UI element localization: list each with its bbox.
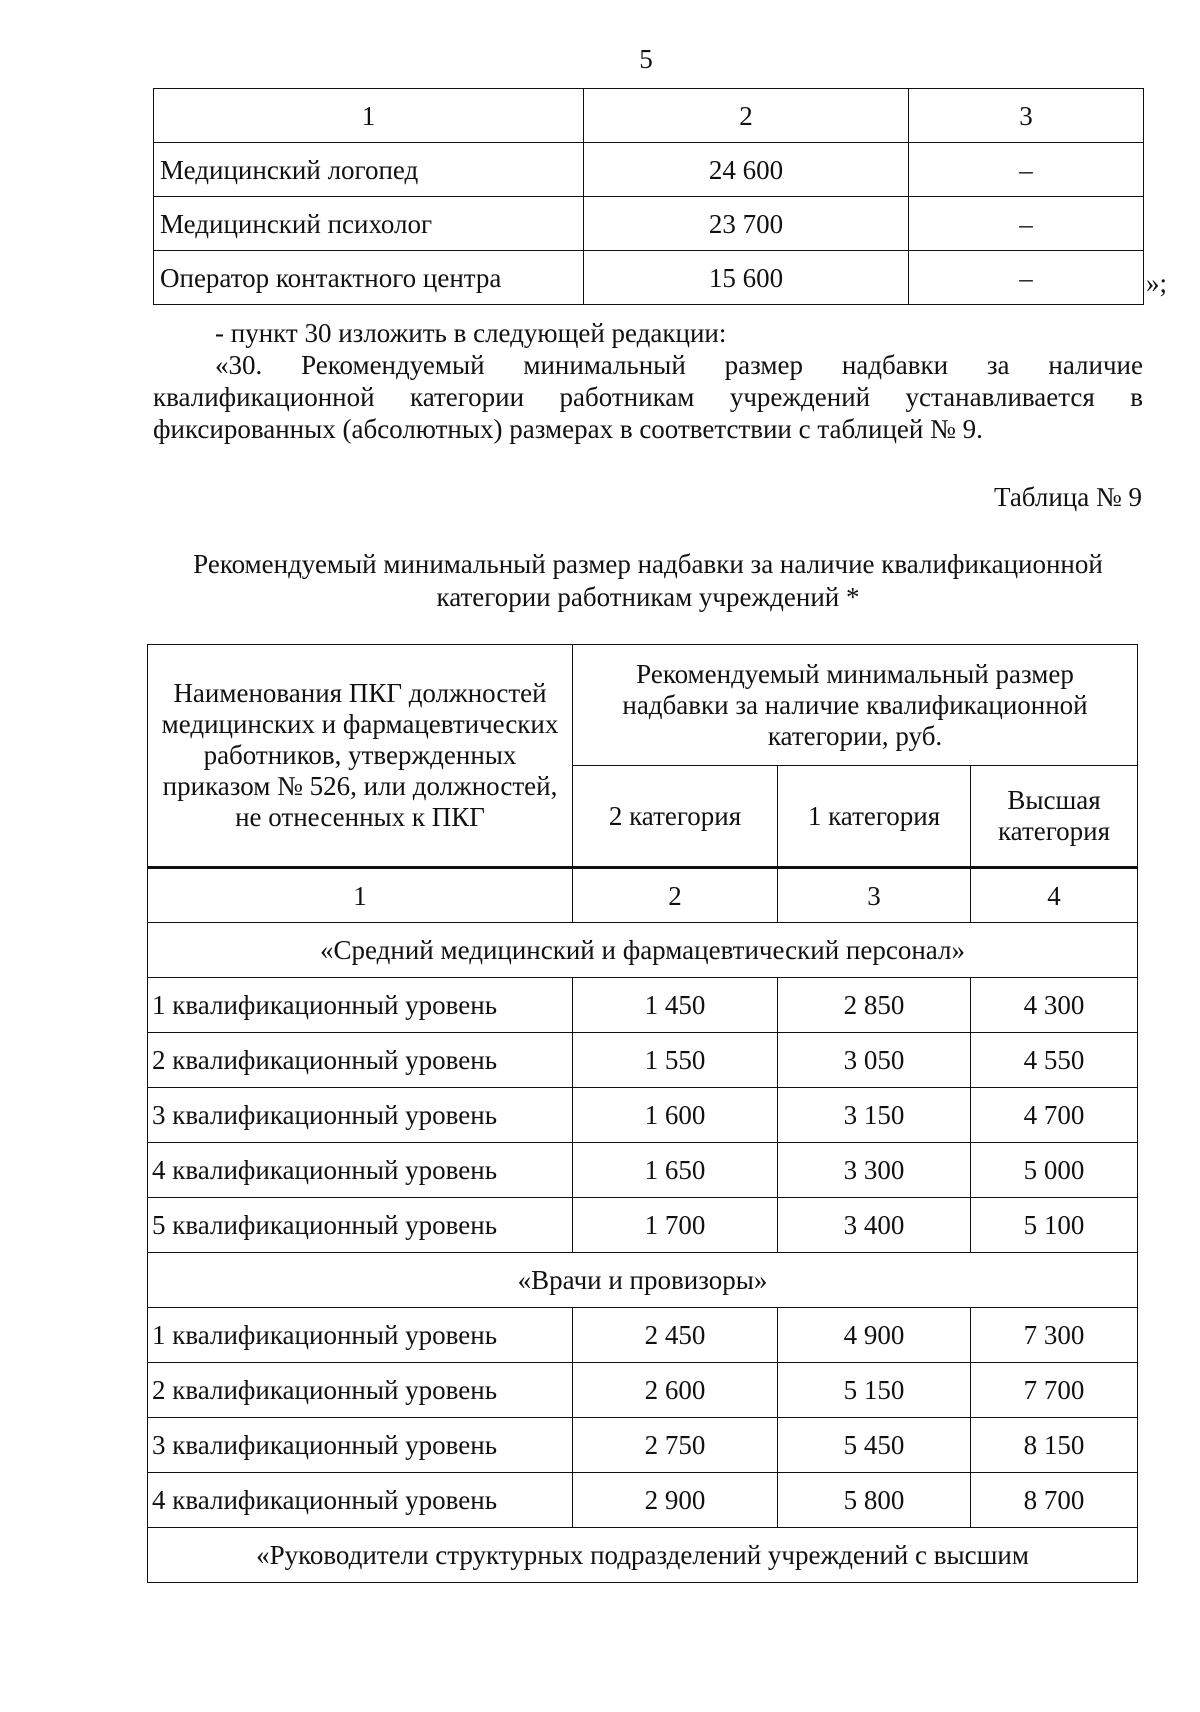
bonus-value: 1 600 (573, 1088, 778, 1143)
table-label: Таблица № 9 (994, 482, 1142, 512)
group-title: «Средний медицинский и фармацевтический персонал» (148, 923, 1138, 978)
bonus-value: 5 450 (778, 1418, 971, 1473)
bonus-value: 4 700 (971, 1088, 1138, 1143)
extra-value: – (909, 197, 1144, 251)
column-number: 3 (778, 868, 971, 923)
table-title-line: категории работникам учреждений * (436, 582, 860, 612)
level-name: 5 квалификационный уровень (148, 1198, 573, 1253)
table-row (148, 978, 1138, 1033)
instruction-text: - пункт 30 изложить в следующей редакции: (215, 318, 727, 348)
table-row (148, 1308, 1138, 1363)
bonus-value: 1 700 (573, 1198, 778, 1253)
bonus-value: 8 150 (971, 1418, 1138, 1473)
position-name: Оператор контактного центра (154, 251, 584, 305)
bonus-value: 4 550 (971, 1033, 1138, 1088)
column-number: 1 (148, 868, 573, 923)
salary-value: 23 700 (584, 197, 909, 251)
column-header-category-highest: Высшая категория (971, 766, 1138, 868)
table-title-line: Рекомендуемый минимальный размер надбавки за наличие квалификационной (193, 549, 1103, 579)
table-header-row (148, 645, 1138, 766)
level-name: 2 квалификационный уровень (148, 1033, 573, 1088)
paragraph-30: «30. Рекомендуемый минимальный размер надбавки за наличие квалификационной категории работникам учреждений устанавливается в фиксированных (абсолютных) размерах в соответствии с таблицей № 9. (153, 350, 1143, 444)
column-header-pkg: Наименования ПКГ должностей медицинских и фармацевтических работников, утвержденных приказом № 526, или должностей, не отнесенных к ПКГ (148, 645, 573, 868)
bonus-value: 5 100 (971, 1198, 1138, 1253)
bonus-value: 4 900 (778, 1308, 971, 1363)
table-row (148, 1033, 1138, 1088)
column-number: 1 (154, 89, 584, 143)
table-title (153, 548, 1143, 614)
bonus-value: 2 600 (573, 1363, 778, 1418)
table-row (148, 1363, 1138, 1418)
table-row (154, 197, 1144, 251)
bonus-value: 2 750 (573, 1418, 778, 1473)
position-name: Медицинский логопед (154, 143, 584, 197)
bonus-value: 1 450 (573, 978, 778, 1033)
bonus-value: 1 550 (573, 1033, 778, 1088)
level-name: 1 квалификационный уровень (148, 1308, 573, 1363)
column-number: 2 (573, 868, 778, 923)
bonus-value: 3 300 (778, 1143, 971, 1198)
bonus-value: 8 700 (971, 1473, 1138, 1528)
bonus-value: 3 150 (778, 1088, 971, 1143)
level-name: 3 квалификационный уровень (148, 1418, 573, 1473)
bonus-value: 3 050 (778, 1033, 971, 1088)
column-number: 2 (584, 89, 909, 143)
group-header-row (148, 1528, 1138, 1583)
bonus-value: 2 850 (778, 978, 971, 1033)
level-name: 4 квалификационный уровень (148, 1473, 573, 1528)
group-header-row (148, 1253, 1138, 1308)
column-header-category-2: 2 категория (573, 766, 778, 868)
bonus-value: 1 650 (573, 1143, 778, 1198)
column-number-row (148, 868, 1138, 923)
table-row (148, 1198, 1138, 1253)
table-row (148, 1418, 1138, 1473)
table-row (148, 1473, 1138, 1528)
column-header-category-1: 1 категория (778, 766, 971, 868)
table-row (154, 251, 1144, 305)
bonus-value: 2 450 (573, 1308, 778, 1363)
level-name: 4 квалификационный уровень (148, 1143, 573, 1198)
position-name: Медицинский психолог (154, 197, 584, 251)
page-number: 5 (639, 44, 653, 74)
level-name: 1 квалификационный уровень (148, 978, 573, 1033)
table-row (154, 143, 1144, 197)
column-number: 4 (971, 868, 1138, 923)
salary-table-continuation (153, 88, 1144, 305)
salary-value: 24 600 (584, 143, 909, 197)
closing-quote: »; (1146, 268, 1168, 298)
table-header-row (154, 89, 1144, 143)
bonus-value: 7 300 (971, 1308, 1138, 1363)
level-name: 2 квалификационный уровень (148, 1363, 573, 1418)
column-header-bonus: Рекомендуемый минимальный размер надбавки за наличие квалификационной категории, руб. (573, 645, 1138, 766)
bonus-value: 5 800 (778, 1473, 971, 1528)
bonus-value: 5 150 (778, 1363, 971, 1418)
qualification-bonus-table (147, 644, 1138, 1583)
bonus-value: 5 000 (971, 1143, 1138, 1198)
bonus-value: 3 400 (778, 1198, 971, 1253)
salary-value: 15 600 (584, 251, 909, 305)
bonus-value: 2 900 (573, 1473, 778, 1528)
group-header-row (148, 923, 1138, 978)
column-number: 3 (909, 89, 1144, 143)
extra-value: – (909, 143, 1144, 197)
table-row (148, 1143, 1138, 1198)
group-title: «Руководители структурных подразделений учреждений с высшим (148, 1528, 1138, 1583)
level-name: 3 квалификационный уровень (148, 1088, 573, 1143)
group-title: «Врачи и провизоры» (148, 1253, 1138, 1308)
bonus-value: 4 300 (971, 978, 1138, 1033)
extra-value: – (909, 251, 1144, 305)
bonus-value: 7 700 (971, 1363, 1138, 1418)
table-row (148, 1088, 1138, 1143)
